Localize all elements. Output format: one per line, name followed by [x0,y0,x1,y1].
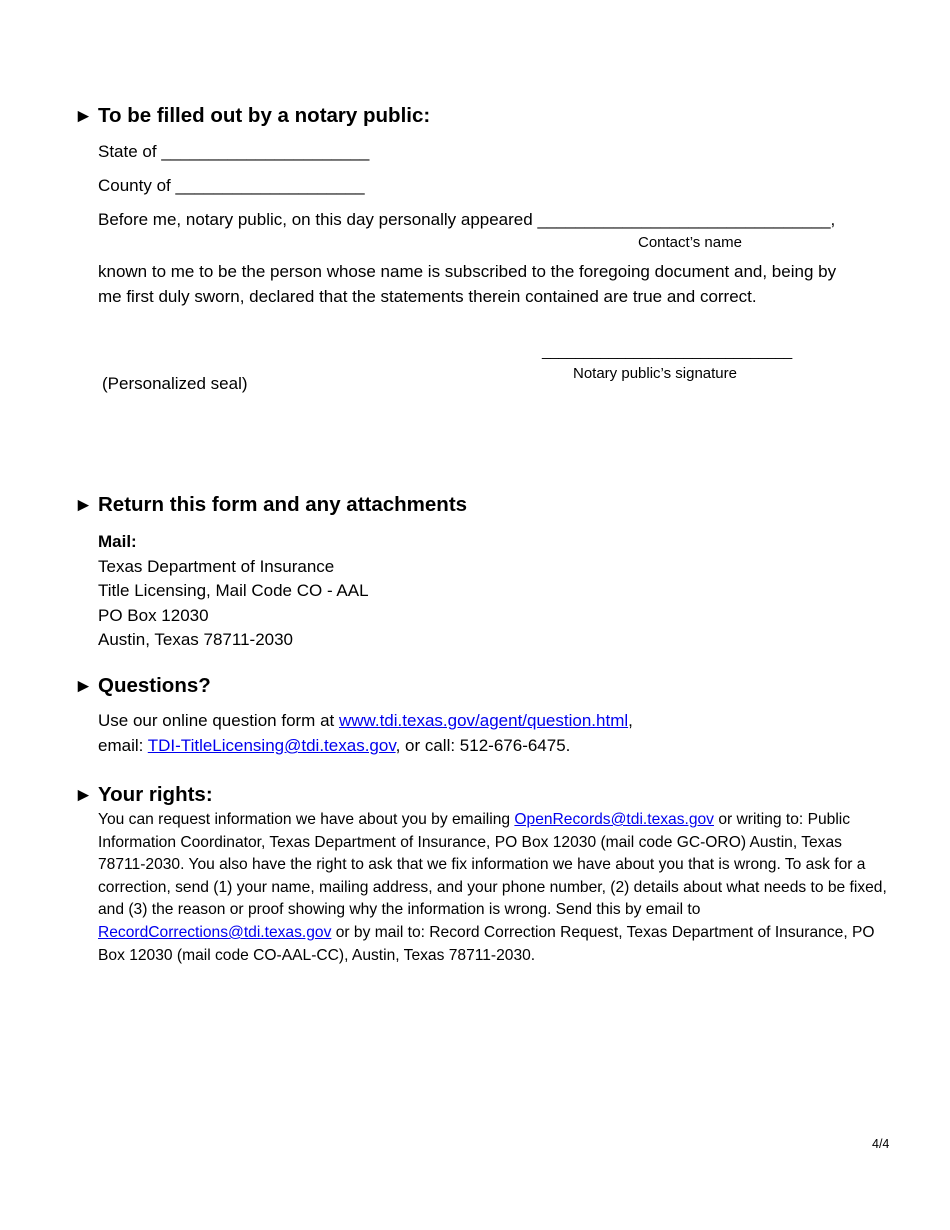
notary-heading [74,104,430,129]
state-field[interactable]: ______________________ [161,142,370,161]
return-heading [74,493,467,518]
rights-heading-text: Your rights: [98,783,213,806]
address-line: Title Licensing, Mail Code CO - AAL [98,581,369,601]
question-form-link[interactable]: www.tdi.texas.gov/agent/question.html [338,711,629,730]
notary-paragraph: known to me to be the person whose name is subscribed to the foregoing document and, being by me first duly sworn, declared that the statements therein contained are true and correct. [98,262,837,306]
state-label: State of [98,142,157,161]
address-line: Austin, Texas 78711-2030 [98,630,294,650]
address-line: PO Box 12030 [98,605,209,625]
questions-heading-text: Questions? [98,674,211,697]
signature-line[interactable]: ______________________________ [542,343,793,360]
arrow-right-icon: ► [74,106,93,127]
return-heading-text: Return this form and any attachments [98,493,468,516]
questions-text: email: [98,736,148,755]
county-line [98,175,365,197]
rights-text: or writing to: Public Information Coordinator, Texas Department of Insurance, PO Box 12030 (mail code GC-ORO) Austin, Texas 78711-2030. You also have the right to ask that we fix information we have about you that is wrong. To ask for a correction, send (1) your name, mailing address, and your phone number, (2) details about what needs to be fixed, and (3) the reason or proof showing why the information is wrong. Send this by email to [98,811,887,919]
county-label: County of [98,176,171,195]
contact-name-caption: Contact’s name [638,234,742,251]
questions-text: , [628,711,633,730]
arrow-right-icon: ► [74,676,93,697]
questions-text: , or call: 512-676-6475. [395,736,571,755]
arrow-right-icon: ► [74,495,93,516]
address-line: Texas Department of Insurance [98,556,335,576]
questions-text: Use our online question form at [98,711,339,730]
contact-name-field[interactable]: _______________________________, [537,210,836,229]
appeared-text: Before me, notary public, on this day personally appeared [98,210,533,229]
seal-label: (Personalized seal) [102,374,248,393]
rights-text: or by mail to: Record Correction Request, Texas Department of Insurance, PO Box 12030 (mail code CO-AAL-CC), Austin, Texas 78711-2030. [98,923,875,964]
mail-address [98,530,369,653]
notary-heading-text: To be filled out by a notary public: [98,104,431,127]
rights-text: You can request information we have about you by emailing [98,811,515,828]
questions-heading [74,674,211,699]
state-line [98,141,369,163]
rights-heading [74,783,213,808]
email-link[interactable]: TDI-TitleLicensing@tdi.texas.gov [147,736,396,755]
signature-caption: Notary public’s signature [573,365,737,382]
county-field[interactable]: ____________________ [175,176,365,195]
questions-paragraph [98,708,843,758]
mail-label: Mail: [98,532,137,551]
record-corrections-link[interactable]: RecordCorrections@tdi.texas.gov [98,923,332,941]
page-number: 4/4 [872,1137,890,1151]
rights-paragraph [98,809,888,967]
open-records-link[interactable]: OpenRecords@tdi.texas.gov [514,811,714,828]
arrow-right-icon: ► [74,785,93,806]
appeared-line [98,209,835,231]
